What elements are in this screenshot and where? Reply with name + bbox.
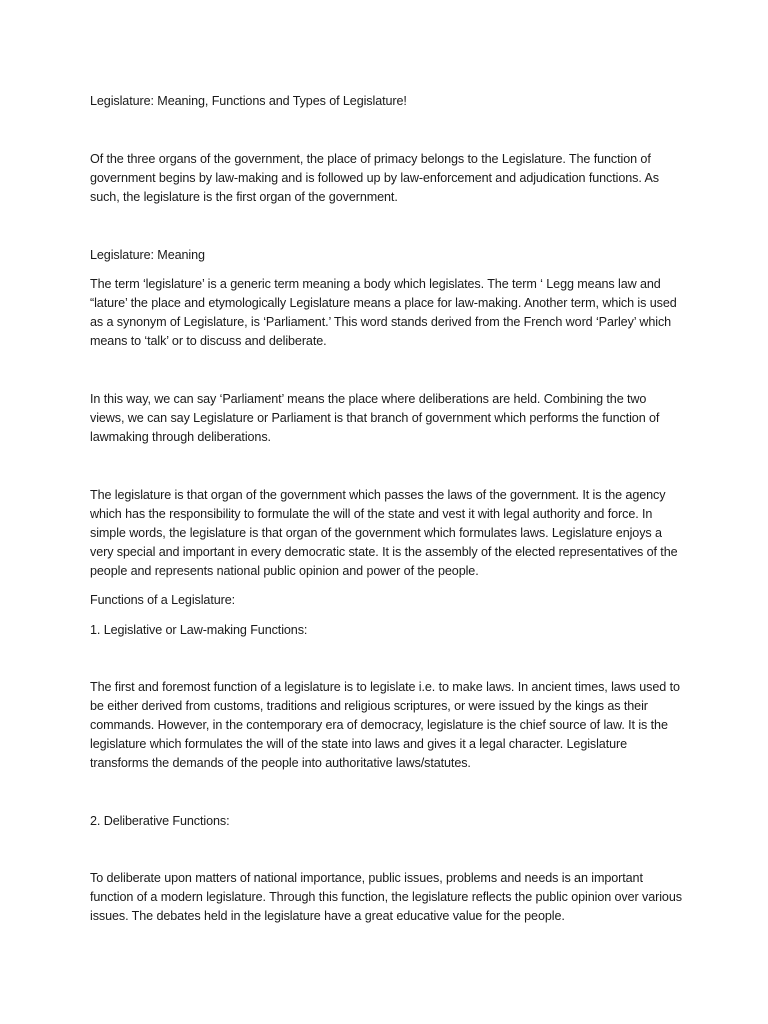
document-title: Legislature: Meaning, Functions and Types of Legislature! [90, 94, 407, 108]
functions-heading: Functions of a Legislature: [90, 593, 236, 607]
meaning-paragraph-1: The term ‘legislature’ is a generic term meaning a body which legislates. The term ‘ Legg means law and “lature’ the place and etymologically Legislature means a place for law-making. Another term, which is used as a synonym of Legislature, is ‘Parliament.’ This word stands derived from the French word ‘Parley’ which means to ‘talk’ or to discuss and deliberate. [90, 277, 677, 348]
function-2-heading: 2. Deliberative Functions: [90, 814, 230, 828]
meaning-heading: Legislature: Meaning [90, 248, 205, 262]
meaning-paragraph-2: In this way, we can say ‘Parliament’ means the place where deliberations are held. Combining the two views, we can say Legislature or Parliament is that branch of government which performs the function of lawmaking through deliberations. [90, 392, 660, 444]
function-2-paragraph: To deliberate upon matters of national importance, public issues, problems and needs is an important function of a modern legislature. Through this function, the legislature reflects the public opinion over various issues. The debates held in the legislature have a great educative value for the people. [90, 871, 682, 923]
function-1-heading: 1. Legislative or Law-making Functions: [90, 623, 308, 637]
function-1-paragraph: The first and foremost function of a legislature is to legislate i.e. to make laws. In ancient times, laws used to be either derived from customs, traditions and religious scriptures, or were issued by the kings as their commands. However, in the contemporary era of democracy, legislature is the chief source of law. It is the legislature which formulates the will of the state into laws and gives it a legal character. Legislature transforms the demands of the people into authoritative laws/statutes. [90, 680, 680, 770]
intro-paragraph: Of the three organs of the government, the place of primacy belongs to the Legislature. The function of government begins by law-making and is followed up by law-enforcement and adjudication functions. As such, the legislature is the first organ of the government. [90, 152, 659, 204]
meaning-paragraph-3: The legislature is that organ of the government which passes the laws of the government. It is the agency which has the responsibility to formulate the will of the state and vest it with legal authority and force. In simple words, the legislature is that organ of the government which formulates laws. Legislature enjoys a very special and important in every democratic state. It is the assembly of the elected representatives of the people and represents national public opinion and power of the people. [90, 488, 678, 578]
